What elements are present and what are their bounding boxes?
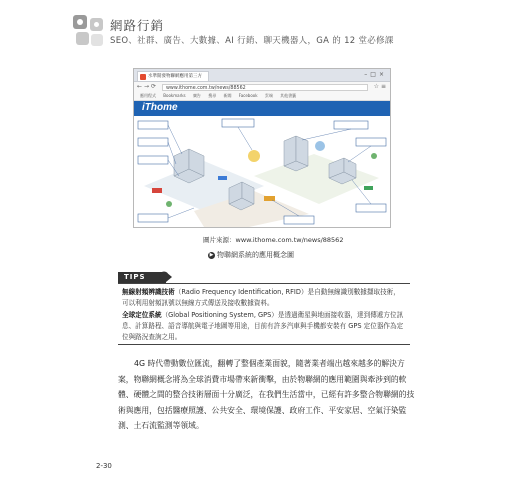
window-controls-icon[interactable]: –□× [364, 71, 387, 78]
iot-city-illustration [134, 116, 390, 227]
tips-label: TIPS [118, 272, 166, 283]
bookmark-item[interactable]: 廣告 [192, 93, 201, 98]
browser-url-bar[interactable]: www.ithome.com.tw/news/88562 [162, 84, 368, 91]
bookmark-item[interactable]: 新聞 [223, 93, 232, 98]
tips-item-gps [122, 310, 406, 343]
bookmark-item[interactable]: Bookmarks [163, 93, 186, 98]
site-logo[interactable]: iThome [142, 102, 178, 113]
tips-text: （Global Positioning System, GPS）是透過衛星與地面接收器，達到傳遞方位訊息、計算路程、語音導航與電子地圖等用途，目前有許多汽車與手機都安裝有 GPS 定位器作為定位與路況查詢之用。 [122, 311, 404, 341]
browser-menu-icon[interactable]: ☆ ≡ [373, 83, 386, 90]
iot-illustration [134, 116, 390, 227]
site-header-bar [134, 101, 390, 116]
browser-tab[interactable] [137, 71, 209, 81]
favicon-icon [140, 74, 146, 80]
browser-nav-icon[interactable]: ←→⟳ [137, 83, 159, 90]
tips-box [118, 283, 410, 345]
book-logo-icon [72, 14, 106, 48]
location-pin-icon [158, 271, 170, 283]
tips-text: （Radio Frequency Identification, RFID）是自動無線識別數據擷取技術，可以利用射頻訊號以無線方式傳送及接收數據資料。 [122, 288, 400, 307]
book-title: 網路行銷 [110, 18, 165, 33]
figure-source: 圖片來源：www.ithome.com.tw/news/88562 [203, 236, 344, 244]
bookmark-item[interactable]: 搜尋 [208, 93, 217, 98]
figure-marker-icon: ▶ [209, 251, 214, 258]
body-paragraph-text: 4G 時代帶動數位匯流，翻轉了整個產業面貌，隨著業者端出越來越多的解決方案，物聯網概念將為全球消費市場帶來新衝擊，由於物聯網的應用範圍與牽涉到的軟體、硬體之間的整合技術層面十分廣泛，在我們生活當中，已經有許多整合物聯網的技術與應用，包括醫療照護、公共安全、環境保護、政府工作、平安家居、空氣汙染監測、土石流監測等領域。 [118, 359, 415, 431]
browser-screenshot [133, 68, 391, 228]
bookmark-item[interactable]: 雲端 [264, 93, 273, 98]
tips-term: 全球定位系統 [122, 311, 162, 319]
page-number: 2-30 [96, 462, 112, 470]
browser-tab-bar [134, 69, 390, 82]
body-paragraph [118, 356, 418, 434]
bookmark-item[interactable]: 其他書籤 [280, 93, 297, 98]
bookmark-item[interactable]: Facebook [238, 93, 258, 98]
browser-tab-title: 水準開發物聯網應用第三方 [148, 74, 202, 79]
bookmark-item[interactable]: 應用程式 [140, 93, 156, 98]
figure-caption-text: 物聯網系統的應用概念圖 [217, 251, 294, 259]
bookmarks-bar [134, 92, 390, 101]
tips-term: 無線射頻辨識技術 [122, 288, 175, 296]
figure-caption [208, 250, 294, 260]
book-subtitle: SEO、社群、廣告、大數據、AI 行銷、聊天機器人，GA 的 12 堂必修課 [110, 36, 394, 46]
tips-item-rfid [122, 287, 406, 309]
browser-address-row [134, 82, 390, 92]
